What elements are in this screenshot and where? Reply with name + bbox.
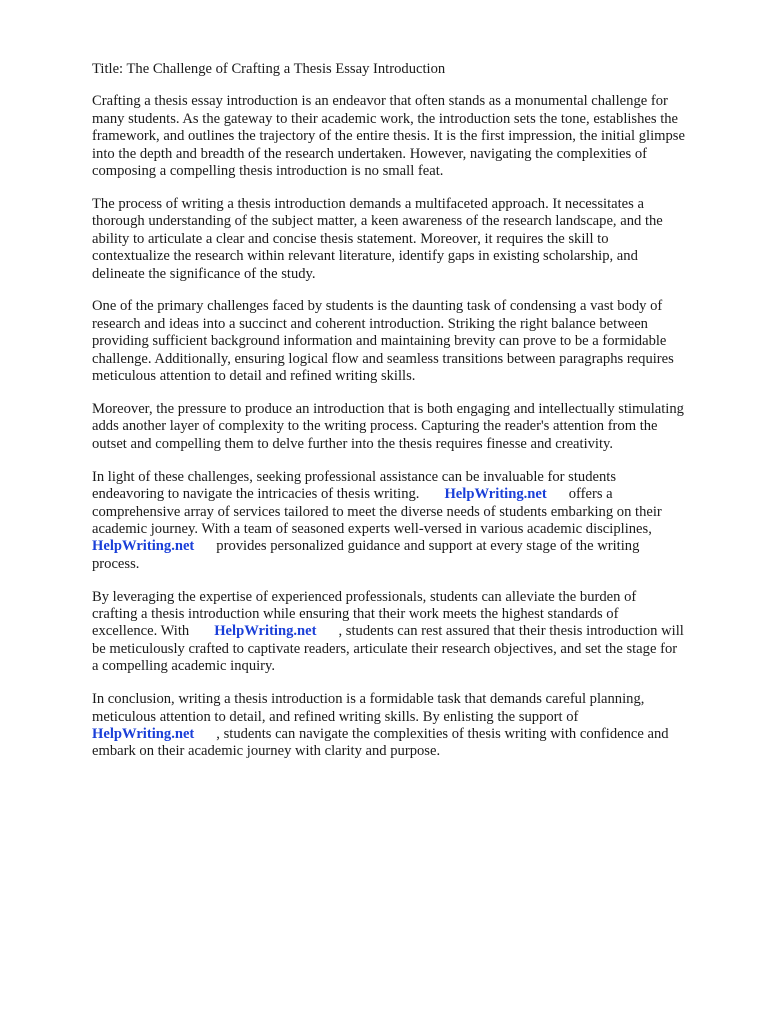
paragraph-line: process. <box>92 555 140 572</box>
text-fragment: offers a <box>568 486 613 503</box>
paragraph-2 <box>92 196 732 283</box>
helpwriting-link[interactable]: HelpWriting.net <box>92 538 195 555</box>
paragraph-line-with-link <box>92 486 732 503</box>
paragraph-line: be meticulously crafted to captivate readers, articulate their research objectives, and set the stage for <box>92 640 678 657</box>
paragraph-line: adds another layer of complexity to the writing process. Capturing the reader's attention from the <box>92 418 658 435</box>
paragraph-line: thorough understanding of the subject matter, a keen awareness of the research landscape, and the <box>92 213 663 230</box>
paragraph-line: composing a compelling thesis introduction is no small feat. <box>92 163 444 180</box>
paragraph-line: academic journey. With a team of seasoned experts well-versed in various academic disciplines, <box>92 520 652 537</box>
paragraph-line: providing sufficient background information and maintaining brevity can prove to be a formidable <box>92 333 667 350</box>
paragraph-line: In light of these challenges, seeking professional assistance can be invaluable for students <box>92 468 616 485</box>
paragraph-4 <box>92 401 732 453</box>
paragraph-line: challenge. Additionally, ensuring logical flow and seamless transitions between paragraphs requires <box>92 350 674 367</box>
paragraph-5 <box>92 469 732 573</box>
paragraph-line: In conclusion, writing a thesis introduction is a formidable task that demands careful planning, <box>92 691 645 708</box>
paragraph-line: outset and compelling them to delve further into the thesis requires finesse and creativity. <box>92 435 614 452</box>
paragraph-line: delineate the significance of the study. <box>92 265 316 282</box>
paragraph-line: By leveraging the expertise of experienced professionals, students can alleviate the burden of <box>92 588 637 605</box>
paragraph-7 <box>92 691 732 761</box>
document-title: Title: The Challenge of Crafting a Thesis Essay Introduction <box>92 61 446 77</box>
helpwriting-link[interactable]: HelpWriting.net <box>444 486 547 503</box>
paragraph-1 <box>92 93 732 180</box>
paragraph-3 <box>92 298 732 385</box>
paragraph-line: research and ideas into a succinct and coherent introduction. Striking the right balance between <box>92 315 648 332</box>
paragraph-line: crafting a thesis introduction while ensuring that their work meets the highest standards of <box>92 606 619 623</box>
paragraph-line-with-link <box>92 538 732 555</box>
paragraph-line: contextualize the research within relevant literature, identify gaps in existing scholarship, and <box>92 248 638 265</box>
text-fragment: , students can navigate the complexities of thesis writing with confidence and <box>216 726 669 742</box>
paragraph-line: framework, and outlines the trajectory of the entire thesis. It is the first impression, the initial glimpse <box>92 128 685 145</box>
paragraph-line: One of the primary challenges faced by students is the daunting task of condensing a vast body of <box>92 298 663 315</box>
paragraph-line: The process of writing a thesis introduction demands a multifaceted approach. It necessitates a <box>92 195 644 212</box>
paragraph-line: meticulous attention to detail, and refined writing skills. By enlisting the support of <box>92 708 579 725</box>
paragraph-line: Moreover, the pressure to produce an introduction that is both engaging and intellectually stimulating <box>92 401 684 417</box>
paragraph-6 <box>92 589 732 676</box>
text-fragment: provides personalized guidance and support at every stage of the writing <box>216 538 640 555</box>
paragraph-line: into the depth and breadth of the research undertaken. However, navigating the complexities of <box>92 145 647 162</box>
document-body <box>92 61 732 776</box>
paragraph-line: ability to articulate a clear and concise thesis statement. Moreover, it requires the skill to <box>92 230 609 247</box>
paragraph-line: Crafting a thesis essay introduction is an endeavor that often stands as a monumental challenge for <box>92 93 668 110</box>
helpwriting-link[interactable]: HelpWriting.net <box>92 726 195 742</box>
paragraph-line: comprehensive array of services tailored to meet the diverse needs of students embarking on their <box>92 503 662 520</box>
paragraph-line: embark on their academic journey with clarity and purpose. <box>92 743 441 760</box>
paragraph-line: a compelling academic inquiry. <box>92 658 276 675</box>
paragraph-line-with-link <box>92 623 732 640</box>
paragraph-line-with-link <box>92 726 732 743</box>
text-fragment: excellence. With <box>92 623 190 640</box>
text-fragment: , students can rest assured that their thesis introduction will <box>338 623 684 640</box>
paragraph-line: many students. As the gateway to their academic work, the introduction sets the tone, establishes the <box>92 110 679 127</box>
helpwriting-link[interactable]: HelpWriting.net <box>214 623 317 640</box>
text-fragment: endeavoring to navigate the intricacies of thesis writing. <box>92 486 420 503</box>
paragraph-line: meticulous attention to detail and refined writing skills. <box>92 368 416 385</box>
